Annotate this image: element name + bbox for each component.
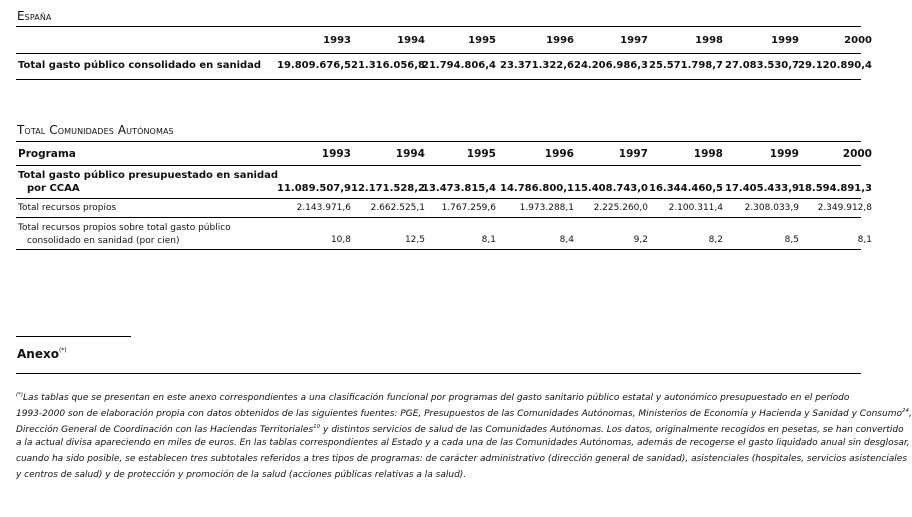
year-header: 1994 [397, 35, 425, 46]
spain-header-rule [16, 53, 861, 54]
table-cell: 2.662.525,1 [370, 203, 425, 213]
year-header: 2000 [842, 148, 872, 160]
table-cell: 10,8 [330, 235, 351, 245]
year-header: 1995 [466, 148, 496, 160]
year-header: 1997 [618, 148, 648, 160]
table-cell: 27.083.530,7 [725, 60, 800, 71]
year-header: 1999 [771, 35, 799, 46]
year-header: 1993 [321, 148, 351, 160]
year-header: 1998 [695, 35, 723, 46]
year-header: 1997 [620, 35, 648, 46]
anexo-note-line: 1993-2000 son de elaboración propia con datos obtenidos de las siguientes fuentes: PGE, Presupuestos de las Comunidades Autónomas, Ministerios de Economía y Hacienda y Sanidad y Consumo$^{24}$, [16, 408, 912, 419]
anexo-note-line: (*)Las tablas que se presentan en este anexo correspondientes a una clasificación funcional por programas del gasto sanitario público estatal y autonómico presupuestado en el período [16, 392, 850, 403]
anexo-note-line: cuando ha sido posible, se establecen tres subtotales referidos a tres tipos de programas: de carácter administrativo (dirección general de sanidad), asistenciales (hospitales, servicios asistenciales [16, 454, 908, 464]
ccaa-section-title: Total Comunidades Autónomas [17, 123, 174, 137]
spain-top-rule [16, 26, 861, 27]
anexo-note-line: a la actual divisa apareciendo en miles de euros. En las tablas correspondientes al Estado y a cada una de las Comunidades Autónomas, además de recogerse el gasto liquidado anual sin desglosar, [16, 438, 910, 448]
year-header: 1998 [693, 148, 723, 160]
year-header: 1996 [546, 35, 574, 46]
table-cell: 21.794.806,4 [422, 60, 497, 71]
table-cell: 18.594.891,3 [798, 183, 873, 194]
year-header: 1995 [468, 35, 496, 46]
table-cell: 8,2 [708, 235, 723, 245]
table-cell: 8,1 [857, 235, 872, 245]
year-header: 2000 [844, 35, 872, 46]
table-cell: 24.206.986,3 [574, 60, 649, 71]
table-cell: 17.405.433,9 [725, 183, 800, 194]
anexo-note-line: Dirección General de Coordinación con las Haciendas Territoriales$^{10}$ y distintos servicios de salud de las Comunidades Autónomas. Los datos, originalmente recogidos en pesetas, se han convertido [16, 424, 904, 435]
table-cell: 19.809.676,5 [277, 60, 352, 71]
table-cell: 9,2 [633, 235, 648, 245]
table-cell: 12.171.528,2 [351, 183, 426, 194]
table-cell: 8,1 [481, 235, 496, 245]
ccaa-row-recursos-label: Total recursos propios [18, 203, 117, 213]
table-cell: 2.349.912,8 [817, 203, 872, 213]
year-header: 1993 [323, 35, 351, 46]
table-cell: 25.571.798,7 [649, 60, 724, 71]
ccaa-row-gasto-label: Total gasto público presupuestado en sanidad por CCAA [18, 170, 279, 194]
table-cell: 15.408.743,0 [574, 183, 649, 194]
table-cell: 1.767.259,6 [441, 203, 496, 213]
table-cell: 2.143.971,6 [296, 203, 351, 213]
table-cell: 16.344.460,5 [649, 183, 724, 194]
spain-section-title: España [17, 9, 52, 23]
ccaa-header-rule [16, 165, 861, 166]
table-cell: 8,4 [559, 235, 574, 245]
table-cell: 14.786.800,1 [500, 183, 575, 194]
year-header: 1999 [769, 148, 799, 160]
table-cell: 13.473.815,4 [422, 183, 497, 194]
year-header: 1994 [395, 148, 425, 160]
table-cell: 29.120.890,4 [798, 60, 873, 71]
table-cell: 8,5 [784, 235, 799, 245]
anexo-rule [16, 373, 861, 374]
anexo-note-line: y centros de salud) y de protección y promoción de la salud (acciones públicas relativas a la salud). [16, 470, 467, 480]
table-cell: 21.316.056,8 [351, 60, 426, 71]
spain-bottom-rule [16, 79, 861, 80]
table-cell: 12,5 [404, 235, 425, 245]
table-cell: 2.225.260,0 [593, 203, 648, 213]
table-cell: 1.973.288,1 [519, 203, 574, 213]
anexo-note [16, 387, 912, 483]
ccaa-row1-rule [16, 198, 861, 199]
table-cell: 2.308.033,9 [744, 203, 799, 213]
ccaa-bottom-rule [16, 249, 861, 250]
spain-total-label: Total gasto público consolidado en sanidad [18, 60, 262, 71]
table-cell: 2.100.311,4 [668, 203, 723, 213]
ccaa-top-rule [16, 141, 861, 142]
table-cell: 23.371.322,6 [500, 60, 575, 71]
ccaa-row2-rule [16, 217, 861, 218]
ccaa-row-ratio-label: Total recursos propios sobre total gasto público consolidado en sanidad (por cien) [18, 223, 231, 246]
ccaa-header-label: Programa [18, 148, 76, 160]
table-cell: 11.089.507,9 [277, 183, 352, 194]
anexo-title: Anexo(*) [17, 347, 67, 361]
anexo-separator [16, 336, 131, 337]
year-header: 1996 [544, 148, 574, 160]
